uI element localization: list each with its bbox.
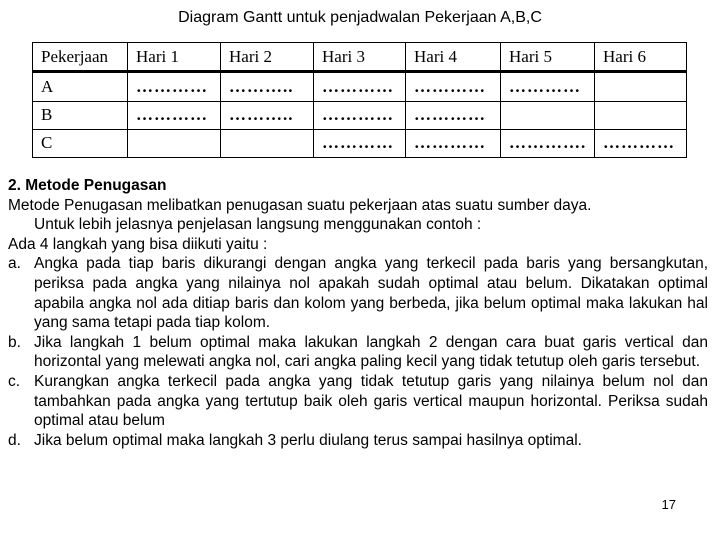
gantt-cell: …………: [595, 129, 687, 157]
gantt-cell: [595, 101, 687, 129]
gantt-job-label: B: [33, 101, 128, 129]
steps-intro: Ada 4 langkah yang bisa diikuti yaitu :: [8, 235, 268, 253]
gantt-cell: [128, 129, 221, 157]
gantt-cell: ………….: [501, 129, 595, 157]
list-item-text: Angka pada tiap baris dikurangi dengan angka yang terkecil pada baris yang bersangkutan, periksa pada angka yang nilainya nol apakah sudah optimal atau belum. Dikatakan optimal apabila angka nol ada ditiap baris dan kolom yang berbeda, jika belum optimal maka lakukan hal yang sama tetapi pada tiap kolom.: [34, 255, 708, 332]
list-item-text: Jika langkah 1 belum optimal maka lakukan langkah 2 dengan cara buat garis vertical dan horizontal yang melewati angka nol, cari angka paling kecil yang tidak tetutup oleh garis tersebut.: [34, 333, 708, 371]
gantt-header-cell: Hari 3: [314, 43, 406, 72]
list-item: [8, 333, 708, 372]
gantt-cell: …………: [314, 101, 406, 129]
list-item-text: Jika belum optimal maka langkah 3 perlu diulang terus sampai hasilnya optimal.: [34, 431, 582, 449]
gantt-cell: [221, 129, 314, 157]
list-marker: a.: [8, 255, 21, 273]
gantt-cell: …………: [501, 72, 595, 101]
gantt-cell: …………: [406, 101, 501, 129]
gantt-cell: [501, 101, 595, 129]
gantt-job-label: C: [33, 129, 128, 157]
gantt-cell: …………: [128, 72, 221, 101]
steps-list: [8, 254, 708, 450]
list-item-text: Kurangkan angka terkecil pada angka yang tidak tetutup garis yang nilainya belum nol dan tambahkan pada angka yang tertutup baik oleh garis vertical maupun horizontal. Periksa sudah optimal atau belum: [34, 372, 708, 430]
gantt-header-row: [33, 43, 687, 72]
intro-line-continued: Untuk lebih jelasnya penjelasan langsung menggunakan contoh :: [34, 216, 482, 234]
gantt-header-cell: Hari 1: [128, 43, 221, 72]
gantt-row-a: [33, 72, 687, 101]
gantt-header-cell: Pekerjaan: [33, 43, 128, 72]
list-item: [8, 431, 708, 451]
list-marker: c.: [8, 372, 21, 390]
gantt-cell: …………: [314, 72, 406, 101]
gantt-cell: [595, 72, 687, 101]
gantt-row-b: [33, 101, 687, 129]
intro-line: Metode Penugasan melibatkan penugasan suatu pekerjaan atas suatu sumber daya.: [8, 196, 592, 214]
gantt-cell: …………: [406, 72, 501, 101]
gantt-row-c: [33, 129, 687, 157]
method-section: [8, 176, 708, 450]
gantt-cell: …………: [128, 101, 221, 129]
gantt-cell: ………..: [221, 101, 314, 129]
list-marker: b.: [8, 333, 21, 351]
gantt-table: [32, 42, 687, 158]
gantt-header-cell: Hari 6: [595, 43, 687, 72]
gantt-header-cell: Hari 4: [406, 43, 501, 72]
gantt-header-cell: Hari 5: [501, 43, 595, 72]
gantt-job-label: A: [33, 72, 128, 101]
slide-title: Diagram Gantt untuk penjadwalan Pekerjaan A,B,C: [178, 9, 542, 26]
gantt-header-cell: Hari 2: [221, 43, 314, 72]
list-item: [8, 254, 708, 332]
section-heading: 2. Metode Penugasan: [8, 177, 167, 194]
gantt-cell: …………: [406, 129, 501, 157]
list-marker: d.: [8, 431, 21, 449]
gantt-cell: ………..: [221, 72, 314, 101]
page-number: 17: [661, 497, 676, 512]
list-item: [8, 372, 708, 431]
gantt-cell: …………: [314, 129, 406, 157]
